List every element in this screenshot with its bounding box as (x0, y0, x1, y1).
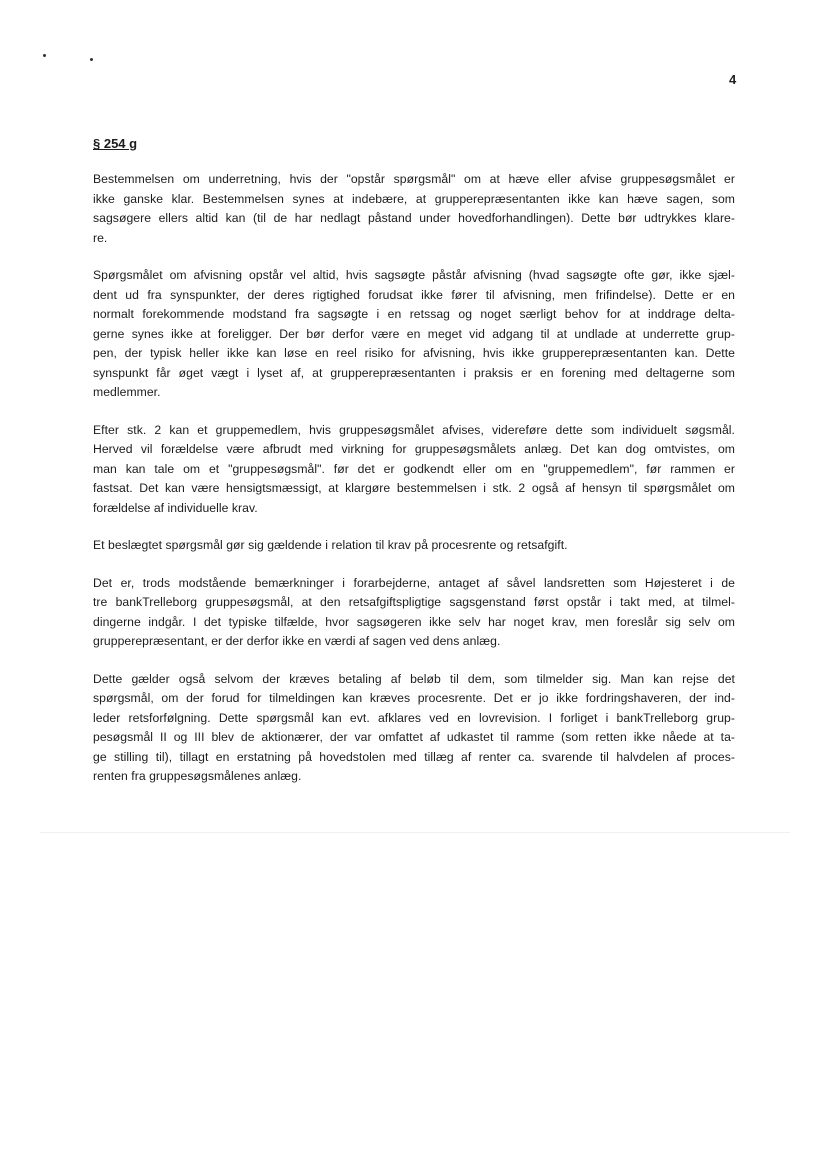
text-line: Herved vil forældelse være afbrudt med virkning for gruppesøgsmålets anlæg. Det kan dog omtvistes, om (93, 442, 735, 456)
text-line: sagsøgere ellers altid kan (til de har nedlagt påstand under hovedforhandlingen). Dette bør udtrykkes klare- (93, 211, 735, 225)
paragraph (93, 266, 735, 403)
paragraph (93, 574, 735, 652)
text-line: spørgsmål, om der forud for tilmeldingen kan kræves procesrente. Det er jo ikke fordringshaveren, der ind- (93, 691, 735, 705)
text-line: leder retsforfølgning. Dette spørgsmål kan evt. afklares ved en lovrevision. I forliget i bankTrelleborg grup- (93, 710, 735, 725)
text-line: dent ud fra synspunkter, der deres rigtighed forudsat ikke fører til afvisning, men frifindelse). Dette er en (93, 287, 735, 302)
paragraph (93, 170, 735, 248)
page-number: 4 (729, 72, 737, 87)
text-line: ikke ganske klar. Bestemmelsen synes at indebære, at grupperepræsentanten ikke kan hæve sagen, som (93, 191, 735, 206)
text-line: normalt forekommende modstand fra sagsøgte i en retssag og noget særligt behov for at inddrage delta- (93, 307, 735, 321)
text-line: grupperepræsentant, er der derfor ikke en værdi af sagen ved dens anlæg. (93, 634, 501, 648)
text-line: gerne synes ikke at foreligger. Der bør derfor være en meget vid adgang til at undlade at underrette grup- (93, 326, 735, 341)
text-line: synspunkt får øget vægt i lyset af, at grupperepræsentanten i praksis er en forening med deltagerne som (93, 365, 735, 380)
text-line: Spørgsmålet om afvisning opstår vel altid, hvis sagsøgte påstår afvisning (hvad sagsøgte ofte gør, ikke sjæl- (93, 268, 735, 282)
text-line: fastsat. Det kan være hensigtsmæssigt, at klargøre bestemmelsen i stk. 2 også af hensyn til spørgsmålet om (93, 481, 735, 495)
text-line: pen, der typisk heller ikke kan løse en reel risiko for afvisning, hvis ikke grupperepræsentanten kan. Dette (93, 346, 735, 360)
paragraph (93, 421, 735, 519)
text-line: Bestemmelsen om underretning, hvis der "opstår spørgsmål" om at hæve eller afvise gruppesøgsmålet er (93, 172, 735, 186)
scan-mark (43, 54, 46, 57)
text-line: man kan tale om et "gruppesøgsmål". før det er godkendt eller om en "gruppemedlem", før rammen er (93, 461, 735, 476)
text-line: re. (93, 230, 108, 245)
text-line: renten fra gruppesøgsmålenes anlæg. (93, 769, 302, 783)
text-line: medlemmer. (93, 385, 161, 399)
text-line: Det er, trods modstående bemærkninger i forarbejderne, antaget af såvel landsretten som Højesteret i de (93, 575, 735, 590)
paragraph (93, 670, 735, 787)
document-body (93, 136, 735, 805)
text-line: forældelse af individuelle krav. (93, 500, 258, 515)
paragraphs (93, 170, 735, 787)
scan-mark (90, 58, 93, 61)
section-heading: § 254 g (93, 136, 138, 151)
text-line: Efter stk. 2 kan et gruppemedlem, hvis gruppesøgsmålet afvises, videreføre dette som individuelt søgsmål. (93, 422, 735, 437)
paragraph (93, 536, 735, 556)
text-line: Et beslægtet spørgsmål gør sig gældende i relation til krav på procesrente og retsafgift. (93, 538, 568, 552)
text-line: pesøgsmål II og III blev de aktionærer, der var omfattet af udkastet til ramme (som retten ikke nåede at ta- (93, 730, 735, 744)
text-line: Dette gælder også selvom der kræves betaling af beløb til dem, som tilmelder sig. Man kan rejse det (93, 671, 735, 686)
text-line: dingerne indgår. I det typiske tilfælde, hvor sagsøgeren ikke selv har noget krav, men foreslår sig selv om (93, 614, 735, 629)
text-line: tre bankTrelleborg gruppesøgsmål, at den retsafgiftspligtige sagsgenstand først opstår i takt med, at tilmel- (93, 595, 735, 609)
text-line: ge stilling til), tillagt en erstatning på hovedstolen med tillæg af renter ca. svarende til halvdelen af proces- (93, 749, 735, 764)
scan-artifact-line (40, 832, 790, 833)
